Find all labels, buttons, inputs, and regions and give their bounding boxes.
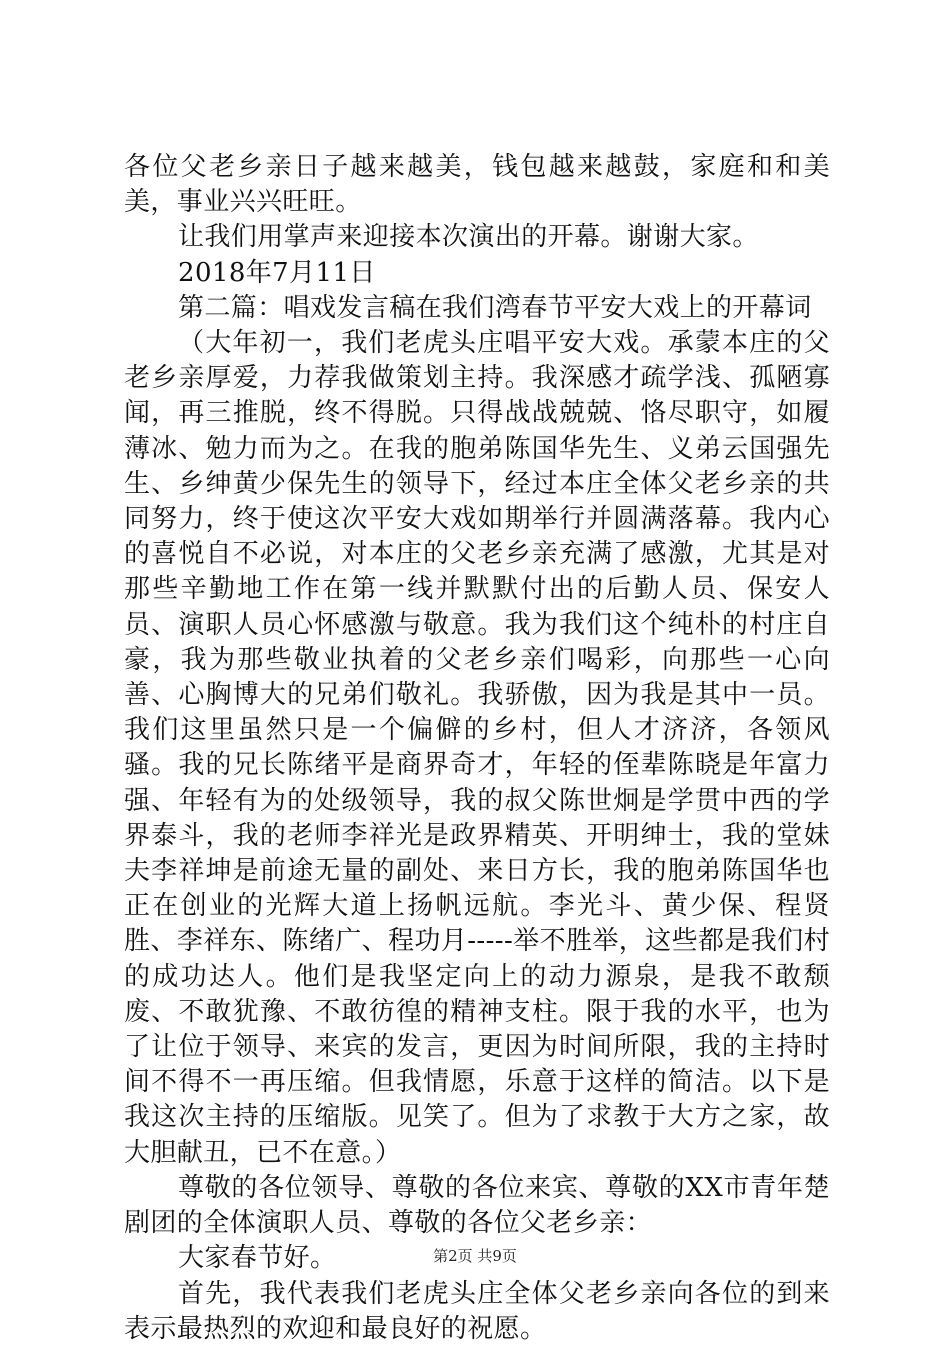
paragraph-2: 让我们用掌声来迎接本次演出的开幕。谢谢大家。: [178, 222, 759, 253]
paragraph-welcome: 首先，我代表我们老虎头庄全体父老乡亲向各位的到来表示最热烈的欢迎和最良好的祝愿。: [124, 1278, 830, 1344]
document-body: [124, 150, 830, 1347]
page-number-footer: 第2页 共9页: [433, 1247, 517, 1265]
paragraph-date: 2018年7月11日: [178, 257, 376, 288]
paragraph-greeting: 大家春节好。: [178, 1243, 337, 1274]
paragraph-salutation: 尊敬的各位领导、尊敬的各位来宾、尊敬的XX市青年楚剧团的全体演职人员、尊敬的各位父老乡亲：: [124, 1172, 830, 1239]
paragraph-preface: （大年初一，我们老虎头庄唱平安大戏。承蒙本庄的父老乡亲厚爱，力荐我做策划主持。我深感才疏学浅、孤陋寡闻，再三推脱，终不得脱。只得战战兢兢、恪尽职守，如履薄冰、勉力而为之。在我的胞弟陈国华先生、义弟云国强先生、乡绅黄少保先生的领导下，经过本庄全体父老乡亲的共同努力，终于使这次平安大戏如期举行并圆满落幕。我内心的喜悦自不必说，对本庄的父老乡亲充满了感激，尤其是对那些辛勤地工作在第一线并默默付出的后勤人员、保安人员、演职人员心怀感激与敬意。我为我们这个纯朴的村庄自豪，我为那些敬业执着的父老乡亲们喝彩，向那些一心向善、心胸博大的兄弟们敬礼。我骄傲，因为我是其中一员。我们这里虽然只是一个偏僻的乡村，但人才济济，各领风骚。我的兄长陈绪平是商界奇才，年轻的侄辈陈晓是年富力强、年轻有为的处级领导，我的叔父陈世炯是学贯中西的学界泰斗，我的老师李祥光是政界精英、开明绅士，我的堂妹夫李祥坤是前途无量的副处、来日方长，我的胞弟陈国华也正在创业的光辉大道上扬帆远航。李光斗、黄少保、程贤胜、李祥东、陈绪广、程功月-----举不胜举，这些都是我们村的成功达人。他们是我坚定向上的动力源泉，是我不敢颓废、不敢犹豫、不敢彷徨的精神支柱。限于我的水平，也为了让位于领导、来宾的发言，更因为时间所限，我的主持时间不得不一再压缩。但我情愿，乐意于这样的简洁。以下是我这次主持的压缩版。见笑了。但为了求教于大方之家，故大胆献丑，已不在意。）: [124, 328, 830, 1168]
paragraph-1: 各位父老乡亲日子越来越美，钱包越来越鼓，家庭和和美美，事业兴兴旺旺。: [124, 152, 830, 218]
paragraph-section-title: 第二篇：唱戏发言稿在我们湾春节平安大戏上的开幕词: [178, 292, 812, 323]
